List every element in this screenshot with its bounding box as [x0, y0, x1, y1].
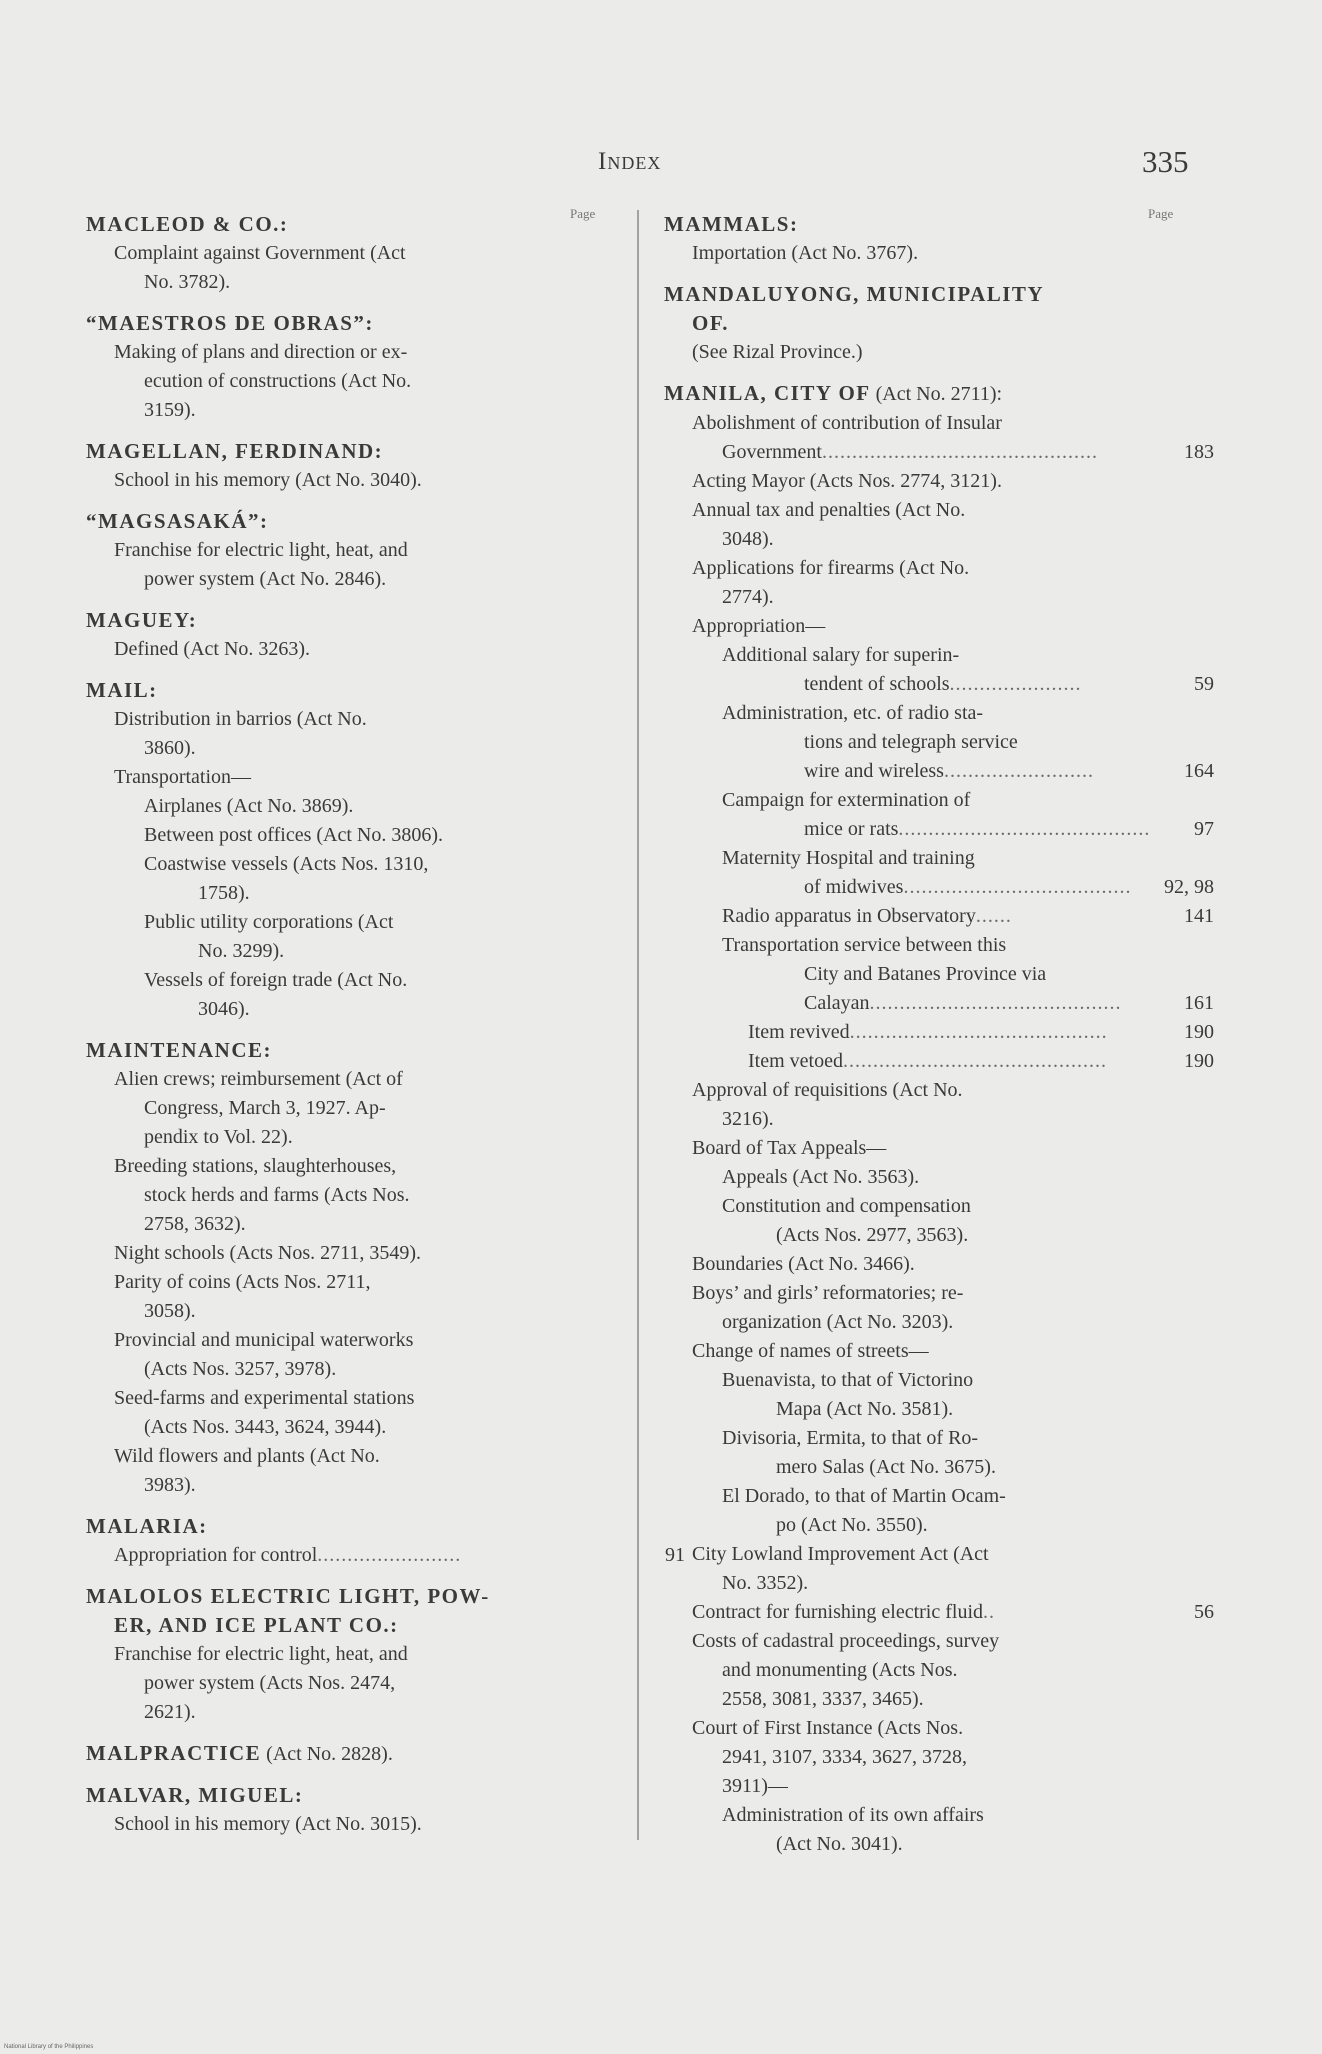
entry-line — [664, 1656, 1214, 1685]
entry-line — [664, 1743, 1214, 1772]
entry-line — [664, 1511, 1214, 1540]
entry-line-text: Maternity Hospital and training — [722, 847, 975, 869]
entry-line — [664, 1163, 1214, 1192]
entry-heading-text: MAMMALS: — [664, 212, 799, 236]
entry-heading-tail: (Act No. 2828). — [261, 1743, 393, 1765]
entry-line-text: 3216). — [722, 1108, 774, 1130]
entry-line — [664, 1105, 1214, 1134]
entry-heading — [86, 1512, 631, 1541]
entry-line-text: Distribution in barrios (Act No. — [114, 708, 367, 730]
entry-line — [664, 496, 1214, 525]
leader-dots: .............................................. — [821, 441, 1098, 463]
entry-line — [664, 1772, 1214, 1801]
entry-line-text: Acting Mayor (Acts Nos. 2774, 3121). — [692, 470, 1002, 492]
page-reference: 164 — [1184, 760, 1214, 782]
entry-line-text: Wild flowers and plants (Act No. — [114, 1445, 380, 1467]
leader-dots: ...... — [975, 905, 1012, 927]
entry-heading — [664, 379, 1214, 409]
entry-line — [664, 1192, 1214, 1221]
entry-line-text: 3983). — [144, 1474, 196, 1496]
entry-line-text: mero Salas (Act No. 3675). — [776, 1456, 996, 1478]
index-entry — [86, 309, 631, 425]
entry-line-text: El Dorado, to that of Martin Ocam- — [722, 1485, 1006, 1507]
entry-line-text: 1758). — [198, 882, 250, 904]
entry-line — [86, 850, 631, 879]
entry-line — [664, 1627, 1214, 1656]
entry-line-text: Breeding stations, slaughterhouses, — [114, 1155, 397, 1177]
entry-line-text: City Lowland Improvement Act (Act — [692, 1543, 989, 1565]
index-title: Index — [598, 148, 662, 175]
entry-line — [664, 1047, 1214, 1076]
index-entry — [86, 1036, 631, 1500]
entry-line — [86, 821, 631, 850]
entry-line-text: Divisoria, Ermita, to that of Ro- — [722, 1427, 979, 1449]
entry-line-text: Administration of its own affairs — [722, 1804, 984, 1826]
page-reference: 183 — [1184, 441, 1214, 463]
entry-heading — [86, 1582, 631, 1611]
entry-line-text: 3048). — [722, 528, 774, 550]
entry-line — [664, 786, 1214, 815]
index-entry — [86, 507, 631, 594]
entry-line-text: tendent of schools — [804, 673, 950, 695]
entry-line-text: power system (Acts Nos. 2474, — [144, 1672, 396, 1694]
entry-line-text: Applications for firearms (Act No. — [692, 557, 970, 579]
entry-line-text: 3911)— — [722, 1775, 788, 1797]
entry-line-text: Provincial and municipal waterworks — [114, 1329, 414, 1351]
entry-line-text: Complaint against Government (Act — [114, 242, 406, 264]
entry-line — [86, 367, 631, 396]
entry-heading — [664, 210, 1214, 239]
entry-line-text: 2941, 3107, 3334, 3627, 3728, — [722, 1746, 967, 1768]
leader-dots: ......................... — [943, 760, 1094, 782]
index-entry — [86, 437, 631, 495]
entry-line — [86, 268, 631, 297]
footer-credit: National Library of the Philippines — [4, 2044, 94, 2050]
entry-line-text: No. 3352). — [722, 1572, 809, 1594]
leader-dots: ...................... — [949, 673, 1082, 695]
right-column — [664, 206, 1214, 1871]
entry-line-text: (See Rizal Province.) — [692, 341, 863, 363]
entry-line-text: (Acts Nos. 3257, 3978). — [144, 1358, 337, 1380]
entry-heading — [86, 210, 631, 239]
entry-line-text: Radio apparatus in Observatory — [722, 905, 976, 927]
entry-line-text: Parity of coins (Acts Nos. 2711, — [114, 1271, 371, 1293]
entry-line — [86, 565, 631, 594]
entry-line — [86, 1094, 631, 1123]
entry-line — [664, 1453, 1214, 1482]
entry-line — [664, 1076, 1214, 1105]
entry-line — [664, 902, 1214, 931]
entry-heading-text: “MAGSASAKÁ”: — [86, 509, 269, 533]
entry-line-text: Vessels of foreign trade (Act No. — [144, 969, 408, 991]
entry-line — [664, 1366, 1214, 1395]
entry-heading — [86, 437, 631, 466]
entry-line-text: Constitution and compensation — [722, 1195, 971, 1217]
entry-line — [86, 1442, 631, 1471]
entry-line — [86, 536, 631, 565]
entry-line-text: Congress, March 3, 1927. Ap- — [144, 1097, 386, 1119]
index-entry — [86, 1512, 685, 1570]
running-head — [0, 144, 1322, 188]
entry-line — [86, 1181, 631, 1210]
entry-line — [86, 1669, 631, 1698]
entry-line-text: Public utility corporations (Act — [144, 911, 394, 933]
page-reference: 190 — [1184, 1021, 1214, 1043]
entry-line — [86, 466, 631, 495]
entry-line — [664, 1482, 1214, 1511]
leader-dots: .......................................... — [898, 818, 1151, 840]
entry-line — [86, 338, 631, 367]
entry-heading-text: “MAESTROS DE OBRAS”: — [86, 311, 374, 335]
entry-line — [664, 1540, 1214, 1569]
entry-heading-text: MALOLOS ELECTRIC LIGHT, POW- — [86, 1584, 490, 1608]
page-label-left: Page — [570, 206, 596, 221]
entry-line-text: (Act No. 3041). — [776, 1833, 903, 1855]
entry-line-text: Airplanes (Act No. 3869). — [144, 795, 354, 817]
index-entry — [86, 606, 631, 664]
entry-line-text: stock herds and farms (Acts Nos. — [144, 1184, 410, 1206]
page-reference: 141 — [1184, 905, 1214, 927]
entry-line-text: Mapa (Act No. 3581). — [776, 1398, 954, 1420]
index-entry — [86, 676, 631, 1024]
entry-line-text: po (Act No. 3550). — [776, 1514, 928, 1536]
entry-line-text: No. 3299). — [198, 940, 285, 962]
entry-line-text: (Acts Nos. 3443, 3624, 3944). — [144, 1416, 387, 1438]
entry-heading-text: MAGUEY: — [86, 608, 198, 632]
index-entry — [86, 1582, 631, 1727]
entry-line-text: Court of First Instance (Acts Nos. — [692, 1717, 964, 1739]
entry-heading — [86, 309, 631, 338]
page-reference: 56 — [1194, 1601, 1214, 1623]
entry-heading-tail: (Act No. 2711): — [870, 383, 1003, 405]
index-entry — [664, 379, 1214, 1859]
entry-line — [86, 1268, 631, 1297]
entry-heading-text: MALPRACTICE — [86, 1741, 262, 1765]
entry-line-text: Night schools (Acts Nos. 2711, 3549). — [114, 1242, 422, 1264]
entry-line — [664, 699, 1214, 728]
entry-line-text: wire and wireless — [804, 760, 944, 782]
entry-line — [664, 525, 1214, 554]
entry-line — [664, 467, 1214, 496]
page-reference: 97 — [1194, 818, 1214, 840]
entry-line-text: and monumenting (Acts Nos. — [722, 1659, 958, 1681]
entry-line — [664, 1714, 1214, 1743]
entry-line — [664, 757, 1214, 786]
entry-line-text: Appropriation for control — [114, 1544, 318, 1566]
entry-line — [86, 908, 631, 937]
entry-line — [664, 989, 1214, 1018]
entry-line — [664, 409, 1214, 438]
entry-heading — [86, 1739, 631, 1769]
entry-heading-text: MAIL: — [86, 678, 158, 702]
entry-heading — [86, 1036, 631, 1065]
entry-line-text: 2558, 3081, 3337, 3465). — [722, 1688, 924, 1710]
entry-heading-text: MANDALUYONG, MUNICIPALITY — [664, 282, 1045, 306]
entry-line — [664, 873, 1214, 902]
entry-line — [86, 1297, 631, 1326]
entry-line — [664, 1221, 1214, 1250]
entry-line-text: Administration, etc. of radio sta- — [722, 702, 984, 724]
entry-line-text: Board of Tax Appeals— — [692, 1137, 887, 1159]
entry-line — [664, 931, 1214, 960]
entry-line — [86, 879, 631, 908]
entry-line — [86, 792, 631, 821]
entry-heading-text: MANILA, CITY OF — [664, 381, 871, 405]
entry-line — [664, 1337, 1214, 1366]
entry-line — [664, 1801, 1214, 1830]
entry-line — [664, 239, 1214, 268]
entry-line — [664, 960, 1214, 989]
entry-line — [86, 995, 631, 1024]
entry-line — [664, 1424, 1214, 1453]
entry-heading — [664, 280, 1214, 309]
entry-line-text: Government — [722, 441, 822, 463]
entry-line — [664, 1279, 1214, 1308]
entry-heading — [86, 1781, 631, 1810]
entry-line-text: Calayan — [804, 992, 870, 1014]
entry-line-text: Additional salary for superin- — [722, 644, 960, 666]
entry-line — [664, 1598, 1214, 1627]
entry-line — [664, 670, 1214, 699]
entry-line-text: ecution of constructions (Act No. — [144, 370, 412, 392]
entry-line — [86, 1698, 631, 1727]
entry-line — [86, 396, 631, 425]
leader-dots: .......................................... — [869, 992, 1122, 1014]
entry-line — [664, 1018, 1214, 1047]
entry-line — [664, 641, 1214, 670]
entry-line — [664, 554, 1214, 583]
entry-line — [86, 1065, 631, 1094]
entry-line-text: Item revived — [748, 1021, 850, 1043]
entry-line-text: mice or rats — [804, 818, 899, 840]
entry-line — [86, 1326, 631, 1355]
entry-line-text: 3860). — [144, 737, 196, 759]
entry-line-text: Franchise for electric light, heat, and — [114, 1643, 408, 1665]
column-divider — [637, 210, 639, 1840]
entry-line-text: pendix to Vol. 22). — [144, 1126, 293, 1148]
entry-line — [86, 1123, 631, 1152]
entry-line — [664, 815, 1214, 844]
entry-line — [664, 844, 1214, 873]
entry-line-text: Alien crews; reimbursement (Act of — [114, 1068, 403, 1090]
entry-line-text: Appropriation— — [692, 615, 826, 637]
index-entry — [86, 210, 631, 297]
entry-line — [664, 438, 1214, 467]
entry-line-text: Appeals (Act No. 3563). — [722, 1166, 920, 1188]
entry-line-text: 2758, 3632). — [144, 1213, 246, 1235]
entry-line — [86, 1210, 631, 1239]
entry-line — [664, 583, 1214, 612]
entry-line-text: Costs of cadastral proceedings, survey — [692, 1630, 1000, 1652]
entry-line-text: Making of plans and direction or ex- — [114, 341, 408, 363]
entry-line-text: Item vetoed — [748, 1050, 843, 1072]
entry-line-text: Approval of requisitions (Act No. — [692, 1079, 963, 1101]
entry-line-text: School in his memory (Act No. 3040). — [114, 469, 422, 491]
entry-heading — [86, 507, 631, 536]
entry-line — [86, 1384, 631, 1413]
page-reference: 92, 98 — [1164, 876, 1214, 898]
entry-line — [664, 1134, 1214, 1163]
page-label-right: Page — [1148, 206, 1174, 221]
entry-line-text: Transportation— — [114, 766, 252, 788]
entry-line — [664, 1250, 1214, 1279]
entry-line — [86, 1355, 631, 1384]
entry-line-text: School in his memory (Act No. 3015). — [114, 1813, 422, 1835]
entry-line-text: tions and telegraph service — [804, 731, 1018, 753]
entry-line — [664, 1395, 1214, 1424]
entry-line-text: 3046). — [198, 998, 250, 1020]
entry-heading-continued: ER, AND ICE PLANT CO.: — [114, 1613, 399, 1637]
entry-heading-continued: OF. — [692, 311, 729, 335]
entry-line — [86, 1640, 631, 1669]
entry-heading-text: MACLEOD & CO.: — [86, 212, 289, 236]
entry-line — [86, 937, 631, 966]
entry-line — [86, 1471, 631, 1500]
entry-line-text: of midwives — [804, 876, 904, 898]
entry-line-text: (Acts Nos. 2977, 3563). — [776, 1224, 969, 1246]
entry-line — [664, 1685, 1214, 1714]
entry-line — [664, 338, 1214, 367]
entry-line — [86, 966, 631, 995]
entry-line-text: Seed-farms and experimental stations — [114, 1387, 415, 1409]
entry-line-text: organization (Act No. 3203). — [722, 1311, 954, 1333]
entry-line — [664, 1830, 1214, 1859]
entry-heading-text: MAGELLAN, FERDINAND: — [86, 439, 384, 463]
index-entry — [86, 1781, 631, 1839]
entry-line-text: Transportation service between this — [722, 934, 1007, 956]
entry-heading-text: MAINTENANCE: — [86, 1038, 272, 1062]
entry-line — [86, 734, 631, 763]
entry-line-text: Contract for furnishing electric fluid — [692, 1601, 984, 1623]
leader-dots: ............................................ — [842, 1050, 1107, 1072]
entry-line-text: Boys’ and girls’ reformatories; re- — [692, 1282, 964, 1304]
index-entry — [664, 280, 1214, 367]
index-entry — [86, 1739, 631, 1769]
entry-line-text: Defined (Act No. 3263). — [114, 638, 311, 660]
entry-line — [86, 635, 631, 664]
entry-line-text: Change of names of streets— — [692, 1340, 929, 1362]
page-number: 335 — [1142, 144, 1189, 179]
entry-line-text: Abolishment of contribution of Insular — [692, 412, 1002, 434]
entry-line-text: 2621). — [144, 1701, 196, 1723]
page-reference: 190 — [1184, 1050, 1214, 1072]
page-reference: 161 — [1184, 992, 1214, 1014]
entry-heading — [86, 606, 631, 635]
entry-line — [86, 763, 631, 792]
entry-line — [664, 1569, 1214, 1598]
entry-line-text: Buenavista, to that of Victorino — [722, 1369, 974, 1391]
entry-line — [86, 1239, 631, 1268]
entry-heading-text: MALVAR, MIGUEL: — [86, 1783, 304, 1807]
entry-line — [86, 1541, 685, 1570]
entry-line-text: 3058). — [144, 1300, 196, 1322]
page-reference: 91 — [665, 1544, 685, 1566]
entry-line-text: No. 3782). — [144, 271, 231, 293]
entry-line-text: Annual tax and penalties (Act No. — [692, 499, 966, 521]
entry-line — [86, 239, 631, 268]
entry-line-text: Coastwise vessels (Acts Nos. 1310, — [144, 853, 429, 875]
entry-heading-text: MALARIA: — [86, 1514, 208, 1538]
entry-line-text: 3159). — [144, 399, 196, 421]
entry-line-text: power system (Act No. 2846). — [144, 568, 387, 590]
left-column — [86, 206, 685, 1851]
leader-dots: .. — [983, 1601, 996, 1623]
entry-line — [86, 1810, 631, 1839]
entry-line — [664, 728, 1214, 757]
entry-line — [664, 1308, 1214, 1337]
entry-line — [86, 705, 631, 734]
page-reference: 59 — [1194, 673, 1214, 695]
entry-line-text: 2774). — [722, 586, 774, 608]
entry-line-text: Between post offices (Act No. 3806). — [144, 824, 444, 846]
entry-line — [664, 612, 1214, 641]
index-entry — [664, 210, 1214, 268]
entry-line — [86, 1413, 631, 1442]
entry-heading — [86, 676, 631, 705]
entry-line — [86, 1152, 631, 1181]
entry-line-text: Importation (Act No. 3767). — [692, 242, 919, 264]
entry-line-text: Campaign for extermination of — [722, 789, 971, 811]
leader-dots: ........................ — [317, 1544, 462, 1566]
leader-dots: ........................................... — [849, 1021, 1108, 1043]
entry-line-text: Boundaries (Act No. 3466). — [692, 1253, 915, 1275]
entry-line-text: Franchise for electric light, heat, and — [114, 539, 408, 561]
leader-dots: ...................................... — [903, 876, 1132, 898]
entry-line-text: City and Batanes Province via — [804, 963, 1047, 985]
